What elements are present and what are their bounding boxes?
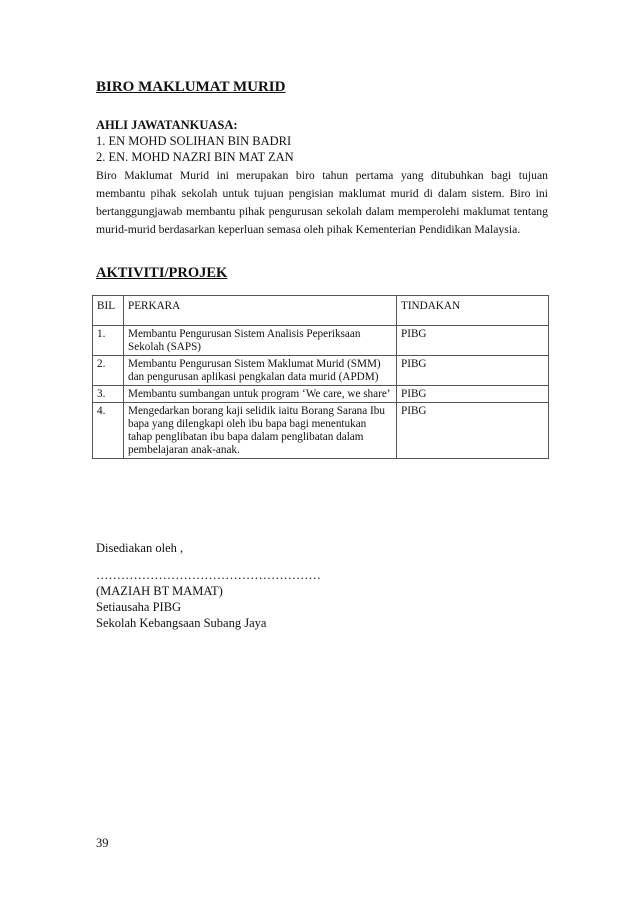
page-title: BIRO MAKLUMAT MURID (96, 79, 286, 95)
school-name: Sekolah Kebangsaan Subang Jaya (96, 616, 267, 630)
activity-description: Mengedarkan borang kaji selidik iaitu Borang Sarana Ibu bapa yang dilengkapi oleh ibu bapa bagi menentukan tahap penglibatan ibu bapa dalam penglibatan dalam pembelajaran anak-anak. (124, 403, 397, 459)
section-title: AKTIVITI/PROJEK (96, 265, 228, 281)
signature-line: ……………………………………………… (96, 568, 321, 582)
prepared-by-label: Disediakan oleh , (96, 541, 184, 555)
table-row (93, 386, 549, 403)
table-header-row (93, 296, 549, 326)
intro-paragraph: Biro Maklumat Murid ini merupakan biro tahun pertama yang ditubuhkan bagi tujuan membantu pihak sekolah untuk tujuan pengisian maklumat murid di dalam sistem. Biro ini bertanggungjawab membantu pihak pengurusan sekolah dalam memperolehi maklumat tentang murid-murid berdasarkan keperluan semasa oleh pihak Kementerian Pendidikan Malaysia. (96, 169, 548, 236)
document-page (96, 0, 548, 903)
row-number: 4. (93, 403, 124, 459)
column-header-perkara: PERKARA (124, 296, 397, 326)
table-row (93, 356, 549, 386)
committee-member: 1. EN MOHD SOLIHAN BIN BADRI (96, 134, 292, 148)
action-by: PIBG (397, 403, 549, 459)
action-by: PIBG (397, 326, 549, 356)
committee-member: 2. EN. MOHD NAZRI BIN MAT ZAN (96, 150, 294, 164)
action-by: PIBG (397, 356, 549, 386)
activities-table (92, 295, 549, 459)
signatory-name: (MAZIAH BT MAMAT) (96, 584, 223, 598)
activity-description: Membantu sumbangan untuk program ‘We care, we share’ (124, 386, 397, 403)
page-number: 39 (96, 836, 109, 850)
committee-heading: AHLI JAWATANKUASA: (96, 118, 238, 132)
column-header-tindakan: TINDAKAN (397, 296, 549, 326)
column-header-bil: BIL (93, 296, 124, 326)
table-row (93, 403, 549, 459)
activity-description: Membantu Pengurusan Sistem Maklumat Murid (SMM) dan pengurusan aplikasi pengkalan data murid (APDM) (124, 356, 397, 386)
signatory-position: Setiausaha PIBG (96, 600, 182, 614)
row-number: 3. (93, 386, 124, 403)
signature-block (96, 567, 321, 631)
action-by: PIBG (397, 386, 549, 403)
row-number: 1. (93, 326, 124, 356)
activity-description: Membantu Pengurusan Sistem Analisis Peperiksaan Sekolah (SAPS) (124, 326, 397, 356)
row-number: 2. (93, 356, 124, 386)
table-row (93, 326, 549, 356)
